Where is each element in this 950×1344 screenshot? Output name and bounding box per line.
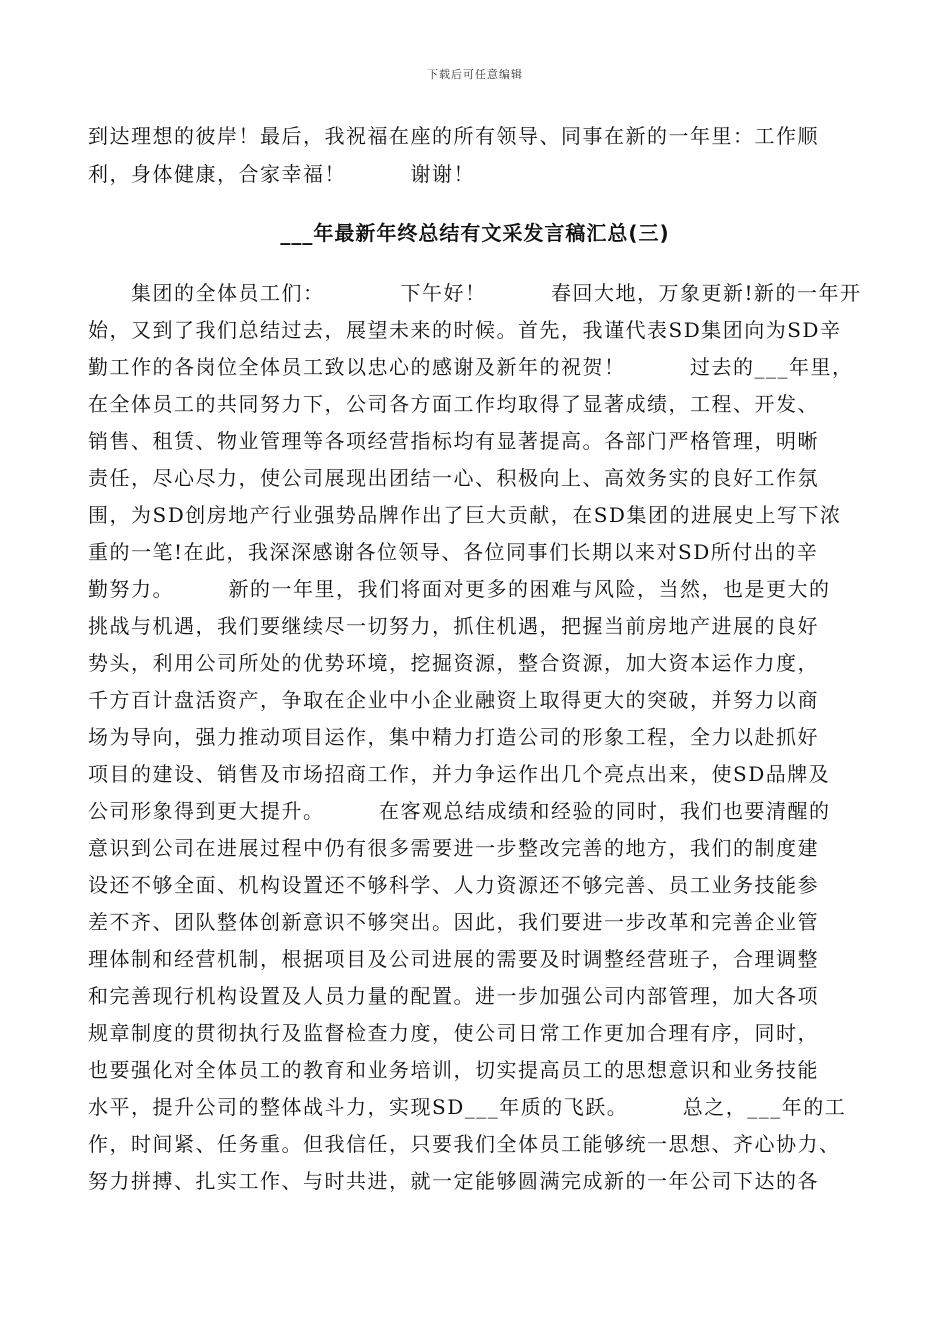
body-line: 在全体员工的共同努力下，公司各方面工作均取得了显著成绩，工程、开发、 bbox=[88, 392, 819, 416]
body-line: 始，又到了我们总结过去，展望未来的时候。首先，我谨代表SD集团向为SD辛 bbox=[88, 318, 842, 342]
body-line: 千方百计盘活资产，争取在企业中小企业融资上取得更大的突破，并努力以商 bbox=[88, 688, 819, 712]
page-header: 下载后可任意编辑 bbox=[427, 68, 523, 81]
intro-line: 利，身体健康，合家幸福！ 谢谢！ bbox=[88, 162, 475, 186]
body-line: 公司形象得到更大提升。 在客观总结成绩和经验的同时，我们也要清醒的 bbox=[88, 799, 831, 823]
body-line: 场为导向，强力推动项目运作，集中精力打造公司的形象工程，全力以赴抓好 bbox=[88, 725, 819, 749]
body-line: 重的一笔!在此，我深深感谢各位领导、各位同事们长期以来对SD所付出的辛 bbox=[88, 540, 819, 564]
body-line: 和完善现行机构设置及人员力量的配置。进一步加强公司内部管理，加大各项 bbox=[88, 984, 819, 1008]
body-line: 也要强化对全体员工的教育和业务培训，切实提高员工的思想意识和业务技能 bbox=[88, 1058, 819, 1082]
body-line: 围，为SD创房地产行业强势品牌作出了巨大贡献，在SD集团的进展史上写下浓 bbox=[88, 503, 842, 527]
body-line: 作，时间紧、任务重。但我信任，只要我们全体员工能够统一思想、齐心协力、 bbox=[88, 1132, 841, 1156]
section-title: ___年最新年终总结有文采发言稿汇总(三) bbox=[280, 221, 670, 245]
body-line: 勤努力。 新的一年里，我们将面对更多的困难与风险，当然，也是更大的 bbox=[88, 577, 831, 601]
body-line: 挑战与机遇，我们要继续尽一切努力，抓住机遇，把握当前房地产进展的良好 bbox=[88, 614, 819, 638]
body-line: 勤工作的各岗位全体员工致以忠心的感谢及新年的祝贺！ 过去的___年里， bbox=[88, 355, 854, 379]
body-line: 努力拼搏、扎实工作、与时共进，就一定能够圆满完成新的一年公司下达的各 bbox=[88, 1169, 819, 1193]
body-line: 水平，提升公司的整体战斗力，实现SD___年质的飞跃。 总之，___年的工 bbox=[88, 1095, 847, 1119]
body-line: 规章制度的贯彻执行及监督检查力度，使公司日常工作更加合理有序，同时， bbox=[88, 1021, 819, 1045]
body-line: 销售、租赁、物业管理等各项经营指标均有显著提高。各部门严格管理，明晰 bbox=[88, 429, 819, 453]
intro-line: 到达理想的彼岸！最后，我祝福在座的所有领导、同事在新的一年里：工作顺 bbox=[88, 124, 819, 148]
body-line: 设还不够全面、机构设置还不够科学、人力资源还不够完善、员工业务技能参 bbox=[88, 873, 819, 897]
body-line: 意识到公司在进展过程中仍有很多需要进一步整改完善的地方，我们的制度建 bbox=[88, 836, 819, 860]
body-line: 项目的建设、销售及市场招商工作，并力争运作出几个亮点出来，使SD品牌及 bbox=[88, 762, 831, 786]
body-line: 集团的全体员工们： 下午好！ 春回大地，万象更新!新的一年开 bbox=[88, 281, 862, 305]
body-line: 势头，利用公司所处的优势环境，挖掘资源，整合资源，加大资本运作力度， bbox=[88, 651, 819, 675]
body-line: 理体制和经营机制，根据项目及公司进展的需要及时调整经营班子，合理调整 bbox=[88, 947, 819, 971]
body-line: 差不齐、团队整体创新意识不够突出。因此，我们要进一步改革和完善企业管 bbox=[88, 910, 819, 934]
body-line: 责任，尽心尽力，使公司展现出团结一心、积极向上、高效务实的良好工作氛 bbox=[88, 466, 819, 490]
